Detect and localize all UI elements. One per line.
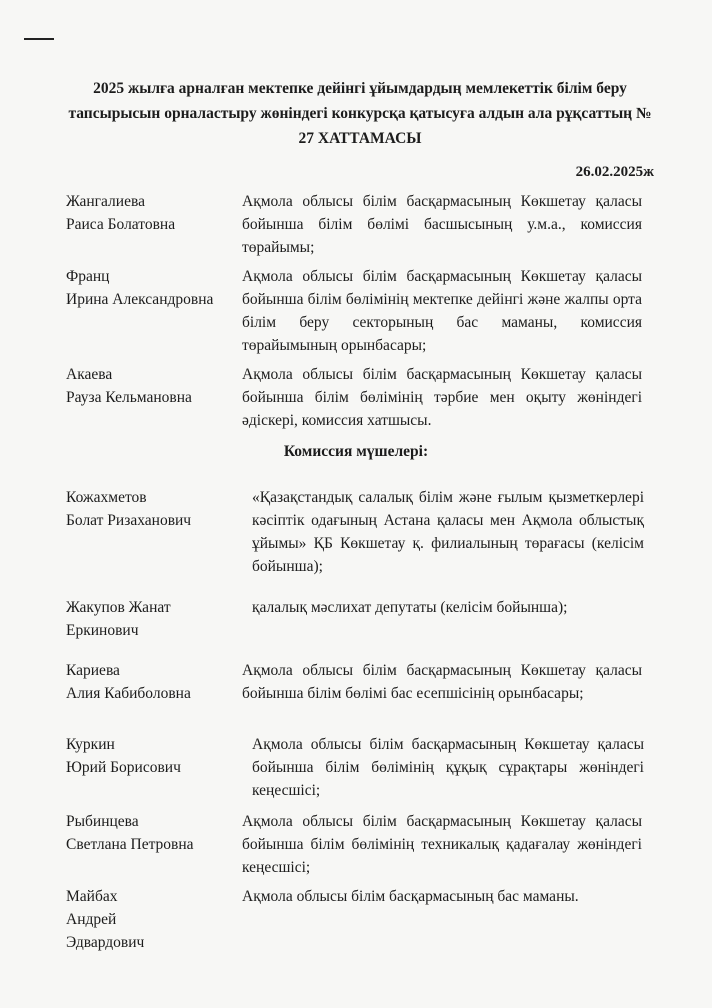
member-role: Ақмола облысы білім басқармасының бас маманы. <box>242 888 579 905</box>
member-name: Акаева Рауза Кельмановна <box>66 366 192 406</box>
member-name: Жангалиева Раиса Болатовна <box>66 193 176 233</box>
members-heading: Комиссия мүшелері: <box>283 443 429 460</box>
member-role: Ақмола облысы білім басқармасының Көкшетау қаласы бойынша білім бөлімінің техникалық қадағалау жөніндегі кеңесшісі; <box>242 813 642 876</box>
member-role: Ақмола облысы білім басқармасының Көкшетау қаласы бойынша білім бөлімі басшысының у.м.а., комиссия төрайымы; <box>242 193 642 256</box>
document-title: 2025 жылға арналған мектепке дейінгі ұйымдардың мемлекеттік білім беру тапсырысын орналастыру жөніндегі конкурсқа қатысуға алдын ала рұқсаттың № 27 ХАТТАМАСЫ <box>68 80 652 147</box>
member-name: Рыбинцева Светлана Петровна <box>66 813 194 853</box>
member-role: «Қазақстандық салалық білім және ғылым қызметкерлері кәсіптік одағының Астана қаласы мен Ақмола облыстық ұйымы» ҚБ Көкшетау қ. филиалының төрағасы (келісім бойынша); <box>252 489 644 575</box>
member-name: Франц Ирина Александровна <box>66 268 214 308</box>
member-name: Майбах Андрей Эдвардович <box>66 888 145 951</box>
member-role: Ақмола облысы білім басқармасының Көкшетау қаласы бойынша білім бөлімінің мектепке дейінгі және жалпы орта білім беру секторының бас маманы, комиссия төрайымының орынбасары; <box>242 268 642 354</box>
member-name: Куркин Юрий Борисович <box>66 736 181 776</box>
member-name: Кариева Алия Кабиболовна <box>66 662 191 702</box>
member-name: Кожахметов Болат Ризаханович <box>66 489 192 529</box>
member-role: Ақмола облысы білім басқармасының Көкшетау қаласы бойынша білім бөлімінің тәрбие мен оқыту жөніндегі әдіскері, комиссия хатшысы. <box>242 366 642 429</box>
member-role: Ақмола облысы білім басқармасының Көкшетау қаласы бойынша білім бөлімі бас есепшісінің орынбасары; <box>242 662 642 702</box>
document-date: 26.02.2025ж <box>575 164 654 180</box>
member-role: Ақмола облысы білім басқармасының Көкшетау қаласы бойынша білім бөлімінің құқық сұрақтары жөніндегі кеңесшісі; <box>252 736 644 799</box>
member-role: қалалық мәслихат депутаты (келісім бойынша); <box>252 599 568 616</box>
corner-line <box>24 38 54 40</box>
member-name: Жакупов Жанат Еркинович <box>66 599 171 639</box>
